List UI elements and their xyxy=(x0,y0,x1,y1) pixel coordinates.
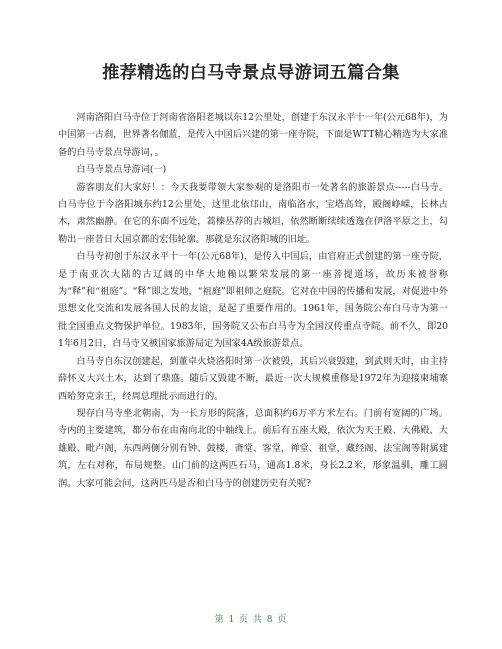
intro-paragraph: 河南洛阳白马寺位于河南省洛阳老城以东12公里处，创建于东汉永平十一年(公元68年)，为中国第一古刹，世界著名伽蓝，是传入中国后兴建的第一座寺院，下面是WTT精心精选为大家准备的白马寺景点导游词，。 xyxy=(58,112,448,158)
section-heading: 白马寺景点导游词(一) xyxy=(76,164,167,176)
body-paragraph: 游客朋友们大家好！：今天我要带领大家参观的是洛阳市一处著名的旅游景点-----白马寺。白马寺位于今洛阳城东约12公里处，这里北依邙山，南临洛水，宝塔高耸，殿阁峥嵘，长林古木，肃然幽静。在它的东面不远处，蒿榛丛荐的古城垣，依然断断续续透逸在伊洛平原之上，勾勒出一座昔日大国京都的宏伟轮廓。那就是东汉洛阳城的旧址。 xyxy=(58,181,448,245)
page-number-footer: 第 1 页 共 8 页 xyxy=(214,615,288,625)
document-body xyxy=(58,109,448,492)
document-title: 推荐精选的白马寺景点导游词五篇合集 xyxy=(102,63,400,83)
body-paragraph: 现存白马寺坐北朝南，为一长方形的院落，总面积约6万平方米左右。门前有宽阔的广场。寺内的主要建筑，都分布在由南向北的中轴线上。前后有五座大殿，依次为天王殿、大佛殿、大雄殿、毗卢阁，东西两侧分别有钟、鼓楼，斋堂、客堂，禅堂、祖堂，藏经阁、法宝阁等附属建筑，左右对称，布局规整。山门前的这两匹石马，通高1.8米，身长2.2米，形象温驯，雕工圆润。大家可能会问，这两匹马是否和白马寺的创建历史有关呢? xyxy=(58,407,448,489)
body-paragraph: 白马寺初创于东汉永平十一年(公元68年)，是传入中国后，由官府正式创建的第一座寺院，是于南亚次大陆的古辽阔的中华大地赖以繁荣发展的第一座菩提道场，故历来被誉称为“释”和“祖庭”。“释”即之发地，“祖庭”即祖师之庭院。它对在中国的传播和发展，对促进中外思想文化交流和发展各国人民的友谊，是起了重要作用的。1961年，国务院公布白马寺为第一批全国重点文物保护单位。1983年，国务院又公布白马寺为全国汉传重点寺院。前不久，即201年6月2日，白马寺又被国家旅游局定为国家4A级旅游景点。 xyxy=(58,251,448,350)
body-paragraph: 白马寺自东汉创建起，到董卓火烧洛阳时第一次被毁，其后兴衰毁建，到武则天时，由主持薛怀义大兴土木，达到了鼎盛。随后又毁建不断，最近一次大规模重修是1972年为迎接柬埔寨西哈努克亲王，经周总理批示而进行的。 xyxy=(58,355,448,402)
